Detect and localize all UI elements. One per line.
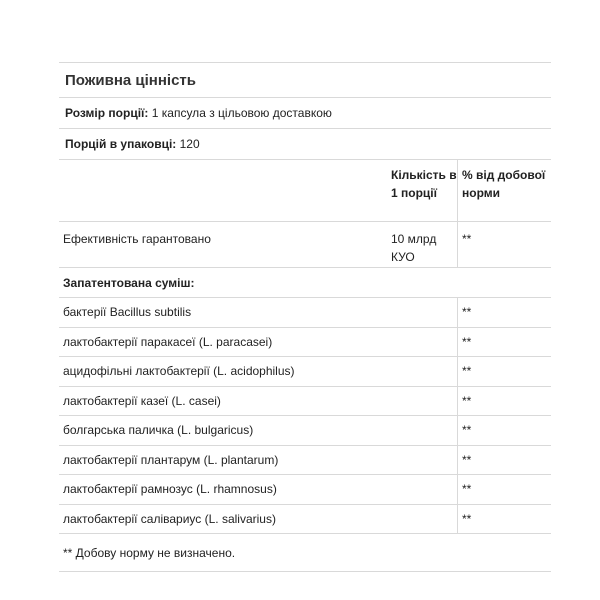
ingredient-row bbox=[59, 328, 551, 358]
servings-per-container-value: 120 bbox=[176, 137, 200, 151]
servings-per-container-row bbox=[59, 129, 551, 160]
ingredient-daily-value: ** bbox=[457, 387, 551, 416]
ingredient-row bbox=[59, 357, 551, 387]
ingredient-row bbox=[59, 505, 551, 535]
ingredient-daily-value: ** bbox=[457, 505, 551, 534]
ingredient-amount bbox=[389, 387, 457, 416]
ingredient-daily-value: ** bbox=[457, 416, 551, 445]
ingredient-row bbox=[59, 387, 551, 417]
header-amount: Кількість в 1 порції bbox=[391, 168, 457, 200]
nutrition-facts-panel bbox=[59, 62, 551, 572]
potency-amount: 10 млрд КУО bbox=[391, 232, 437, 264]
potency-row bbox=[59, 222, 551, 268]
ingredient-amount bbox=[389, 298, 457, 327]
ingredient-list bbox=[59, 298, 551, 534]
ingredient-name: лактобактерії казеї (L. casei) bbox=[63, 393, 221, 408]
header-daily-value: % від добової норми bbox=[457, 160, 551, 221]
ingredient-daily-value: ** bbox=[457, 328, 551, 357]
ingredient-name: лактобактерії салівариус (L. salivarius) bbox=[63, 511, 276, 526]
header-name-cell bbox=[59, 160, 389, 221]
ingredient-name: лактобактерії паракасеї (L. paracasei) bbox=[63, 334, 273, 349]
ingredient-row bbox=[59, 475, 551, 505]
ingredient-amount bbox=[389, 505, 457, 534]
ingredient-daily-value: ** bbox=[457, 357, 551, 386]
ingredient-name: лактобактерії плантарум (L. plantarum) bbox=[63, 452, 279, 467]
ingredient-name: болгарська паличка (L. bulgaricus) bbox=[63, 423, 254, 438]
ingredient-daily-value: ** bbox=[457, 298, 551, 327]
potency-name: Ефективність гарантовано bbox=[63, 232, 211, 246]
column-header-row bbox=[59, 160, 551, 222]
ingredient-amount bbox=[389, 357, 457, 386]
serving-size-value: 1 капсула з цільовою доставкою bbox=[148, 106, 332, 120]
ingredient-amount bbox=[389, 446, 457, 475]
ingredient-row bbox=[59, 298, 551, 328]
ingredient-name: ацидофільні лактобактерії (L. acidophilus) bbox=[63, 364, 295, 379]
ingredient-amount bbox=[389, 475, 457, 504]
potency-daily-value: ** bbox=[457, 222, 551, 267]
ingredient-row bbox=[59, 416, 551, 446]
ingredient-row bbox=[59, 446, 551, 476]
servings-per-container-label: Порцій в упаковці: bbox=[65, 137, 177, 151]
proprietary-blend-heading: Запатентована суміш: bbox=[59, 268, 551, 298]
serving-size-row bbox=[59, 98, 551, 129]
ingredient-amount bbox=[389, 416, 457, 445]
serving-size-label: Розмір порції: bbox=[65, 106, 149, 120]
ingredient-daily-value: ** bbox=[457, 446, 551, 475]
footnote: ** Добову норму не визначено. bbox=[59, 534, 551, 572]
ingredient-name: лактобактерії рамнозус (L. rhamnosus) bbox=[63, 482, 277, 497]
ingredient-amount bbox=[389, 328, 457, 357]
ingredient-name: бактерії Bacillus subtilis bbox=[63, 305, 192, 320]
panel-title: Поживна цінність bbox=[59, 63, 551, 98]
ingredient-daily-value: ** bbox=[457, 475, 551, 504]
